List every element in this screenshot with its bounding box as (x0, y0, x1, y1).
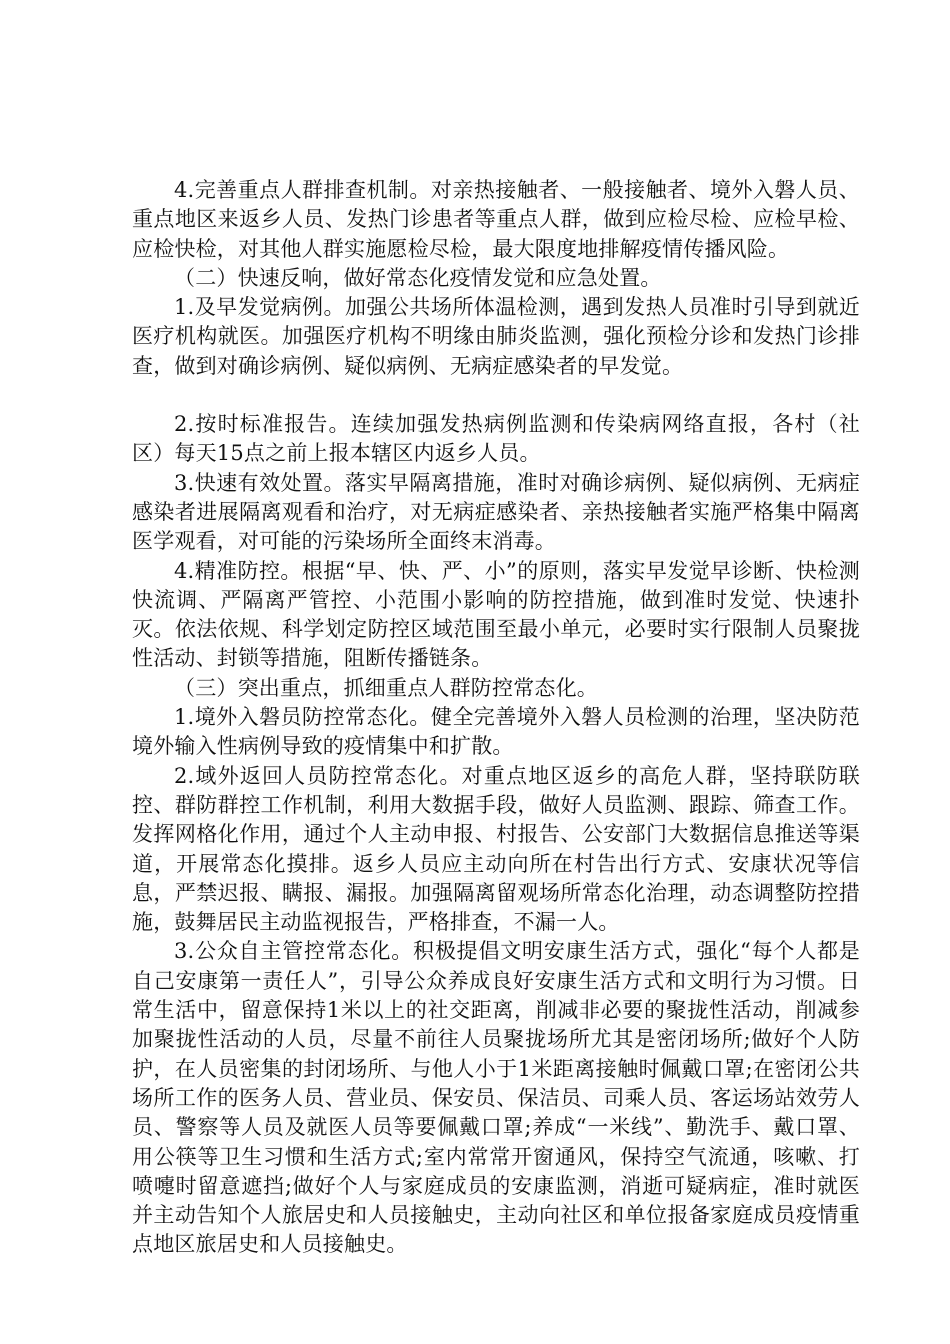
section-heading-key-groups: （三）突出重点，抓细重点人群防控常态化。 (174, 675, 598, 700)
paragraph-timely-reporting: 2.按时标准报告。连续加强发热病例监测和传染病网络直报，各村（社区）每天15点之前上报本辖区内返乡人员。 (132, 412, 860, 466)
section-heading-rapid-response: （二）快速反响，做好常态化疫情发觉和应急处置。 (174, 265, 662, 290)
paragraph-overseas-arrivals: 1.境外入磐员防控常态化。健全完善境外入磐人员检测的治理，坚决防范境外输入性病例导致的疫情集中和扩散。 (132, 705, 860, 759)
paragraph-early-detection: 1.及早发觉病例。加强公共场所体温检测，遇到发热人员准时引导到就近医疗机构就医。加强医疗机构不明缘由肺炎监测，强化预检分诊和发热门诊排查，做到对确诊病例、疑似病例、无病症感染者的早发觉。 (132, 295, 860, 378)
paragraph-returning-persons: 2.域外返回人员防控常态化。对重点地区返乡的高危人群，坚持联防联控、群防群控工作机制，利用大数据手段，做好人员监测、跟踪、筛查工作。发挥网格化作用，通过个人主动申报、村报告、公安部门大数据信息推送等渠道，开展常态化摸排。返乡人员应主动向所在村告出行方式、安康状况等信息，严禁迟报、瞒报、漏报。加强隔离留观场所常态化治理，动态调整防控措施，鼓舞居民主动监视报告，严格排查，不漏一人。 (132, 763, 860, 935)
paragraph-precise-control: 4.精准防控。根据“早、快、严、小”的原则，落实早发觉早诊断、快检测快流调、严隔离严管控、小范围小影响的防控措施，做到准时发觉、快速扑灭。依法依规、科学划定防控区域范围至最小单元，必要时实行限制人员聚拢性活动、封锁等措施，阻断传播链条。 (132, 558, 860, 671)
document-body (132, 176, 860, 1260)
paragraph-effective-handling: 3.快速有效处置。落实早隔离措施，准时对确诊病例、疑似病例、无病症感染者进展隔离观看和治疗，对无病症感染者、亲热接触者实施严格集中隔离医学观看，对可能的污染场所全面终末消毒。 (132, 470, 860, 554)
paragraph-public-self-management: 3.公众自主管控常态化。积极提倡文明安康生活方式，强化“每个人都是自己安康第一责任人”，引导公众养成良好安康生活方式和文明行为习惯。日常生活中，留意保持1米以上的社交距离，削减非必要的聚拢性活动，削减参加聚拢性活动的人员，尽量不前往人员聚拢场所尤其是密闭场所;做好个人防护，在人员密集的封闭场所、与他人小于1米距离接触时佩戴口罩;在密闭公共场所工作的医务人员、营业员、保安员、保洁员、司乘人员、客运场站效劳人员、警察等人员及就医人员等要佩戴口罩;养成“一米线”、勤洗手、戴口罩、用公筷等卫生习惯和生活方式;室内常常开窗通风，保持空气流通，咳嗽、打喷嚏时留意遮挡;做好个人与家庭成员的安康监测，消逝可疑病症，准时就医并主动告知个人旅居史和人员接触史，主动向社区和单位报备家庭成员疫情重点地区旅居史和人员接触史。 (132, 939, 860, 1257)
paragraph-key-population-screening: 4.完善重点人群排查机制。对亲热接触者、一般接触者、境外入磐人员、重点地区来返乡人员、发热门诊患者等重点人群，做到应检尽检、应检早检、应检快检，对其他人群实施愿检尽检，最大限度地排解疫情传播风险。 (132, 178, 860, 261)
